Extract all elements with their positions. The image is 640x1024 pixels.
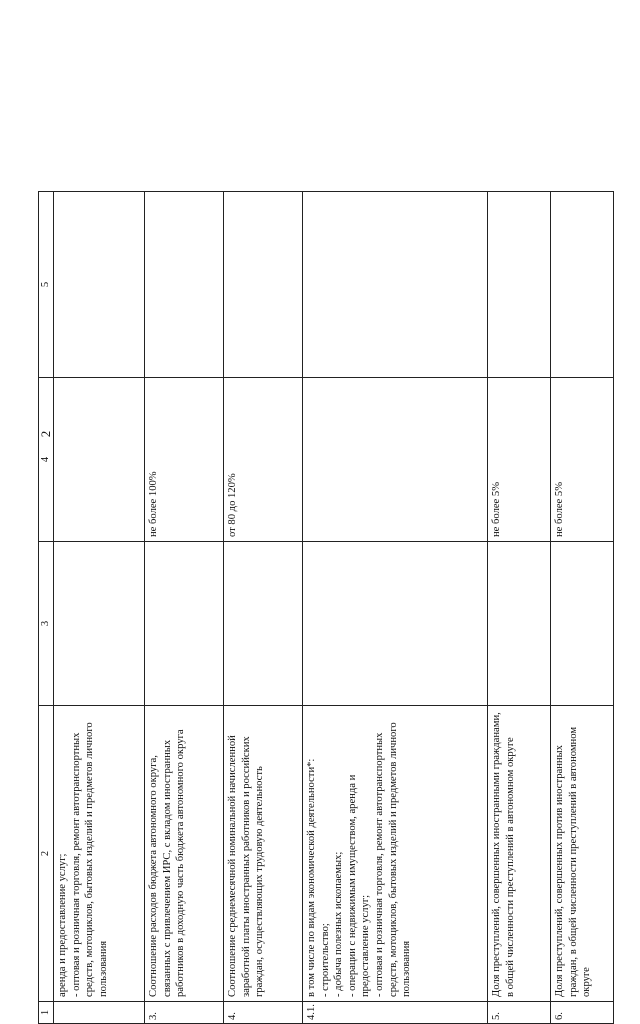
col3-cell [145,542,224,706]
col5-cell [551,192,614,378]
table-row [551,192,614,1024]
target-value: не более 5% [488,378,551,542]
col3-cell [54,542,145,706]
header-col-1: 1 [39,1002,54,1024]
target-value: от 80 до 120% [224,378,303,542]
target-value: не более 5% [551,378,614,542]
col5-cell [488,192,551,378]
table-header-row [39,192,54,1024]
text-line: - добыча полезных ископаемых; [333,851,345,997]
indicator-text [145,706,224,1002]
row-number: 6. [551,1002,614,1024]
indicator-table [38,191,614,1024]
header-col-3: 3 [39,542,54,706]
row-number: 4.1. [303,1002,488,1024]
col3-cell [303,542,488,706]
table-row [488,192,551,1024]
header-col-5: 5 [39,192,54,378]
col3-cell [488,542,551,706]
indicator-text [551,706,614,1002]
target-value [303,378,488,542]
indicator-text [54,706,145,1002]
text-line: Соотношение среднемесячной номинальной начисленной заработной платы иностранных работников и российских граждан, осуществляющих трудовую деятельность [227,735,266,997]
table-row [224,192,303,1024]
indicator-table-wrapper [38,192,593,1024]
indicator-text [303,706,488,1002]
row-number: 4. [224,1002,303,1024]
row-number [54,1002,145,1024]
col3-cell [551,542,614,706]
target-value [54,378,145,542]
row-number: 3. [145,1002,224,1024]
text-line: - оптовая и розничная торговля, ремонт автотранспортных средств, мотоциклов, бытовых изделий и предметов личного пользования [70,722,109,997]
text-line: - строительство; [319,923,331,997]
col5-cell [54,192,145,378]
text-line: - оптовая и розничная торговля, ремонт автотранспортных средств, мотоциклов, бытовых изделий и предметов личного пользования [373,722,413,997]
table-row [54,192,145,1024]
header-col-4: 4 [39,378,54,542]
text-line: в том числе по видам экономической деятельности*: [306,758,317,997]
page-number: 2 [38,430,53,438]
text-line: аренда и предоставление услуг; [57,853,68,997]
text-line: Доля преступлений, совершенных против иностранных граждан, в общей численности преступлений в автономном округе [554,726,593,997]
text-line: Соотношение расходов бюджета автономного округа, связанных с привлечением ИРС, с вкладом иностранных работников в доходную часть бюджета автономного округа [148,729,187,997]
col5-cell [145,192,224,378]
col3-cell [224,542,303,706]
row-number: 5. [488,1002,551,1024]
col5-cell [303,192,488,378]
table-row [303,192,488,1024]
indicator-text [488,706,551,1002]
indicator-text [224,706,303,1002]
text-line: - операции с недвижимым имуществом, аренда и предоставление услуг; [346,774,372,997]
header-col-2: 2 [39,706,54,1002]
col5-cell [224,192,303,378]
target-value: не более 100% [145,378,224,542]
text-line: Доля преступлений, совершенных иностранными гражданами, в общей численности преступлений в автономном округе [491,712,516,997]
table-row [145,192,224,1024]
